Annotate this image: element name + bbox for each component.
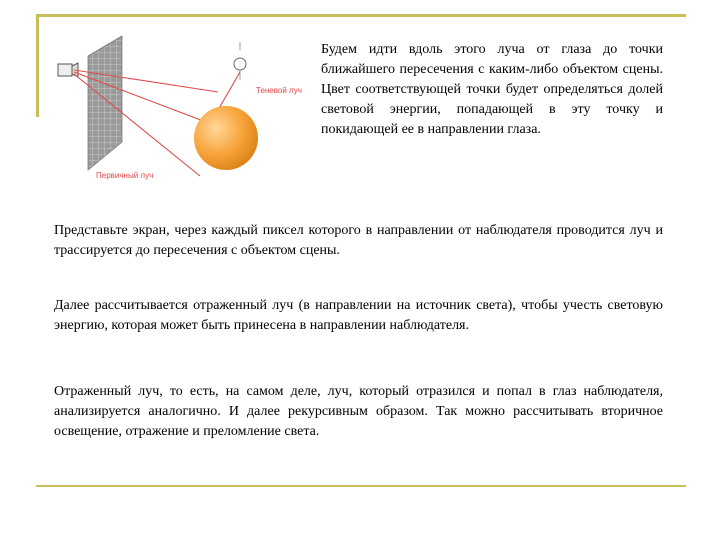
- decorative-vertical-rule: [36, 14, 39, 117]
- shadow-ray-label: Теневой луч: [256, 86, 302, 95]
- primary-ray-label: Первичный луч: [96, 171, 154, 180]
- decorative-bottom-rule: [36, 485, 686, 487]
- decorative-top-rule: [36, 14, 686, 17]
- paragraph-2: Представьте экран, через каждый пиксел которого в направлении от наблюдателя проводится луч и трассируется до пересечения с объектом сцены.: [54, 223, 663, 258]
- light-source-icon: [234, 42, 246, 80]
- ray-tracing-diagram: [50, 34, 310, 194]
- paragraph-3: Далее рассчитывается отраженный луч (в направлении на источник света), чтобы учесть световую энергию, которая может быть принесена в направлении наблюдателя.: [54, 298, 663, 333]
- paragraph-4: Отраженный луч, то есть, на самом деле, луч, который отразился и попал в глаз наблюдателя, анализируется аналогично. И далее рекурсивным образом. Так можно рассчитывать вторичное освещение, отражение и преломление света.: [54, 384, 663, 439]
- sphere: [194, 106, 258, 170]
- paragraph-1: Будем идти вдоль этого луча от глаза до точки ближайшего пересечения с каким-либо объектом сцены. Цвет соответствующей точки будет определяться долей световой энергии, попадающей в эту точку и покидающей ее в направлении глаза.: [321, 42, 663, 137]
- shadow-ray: [218, 72, 240, 110]
- ray-tracing-figure: [50, 34, 310, 194]
- screen-grid: [88, 36, 122, 170]
